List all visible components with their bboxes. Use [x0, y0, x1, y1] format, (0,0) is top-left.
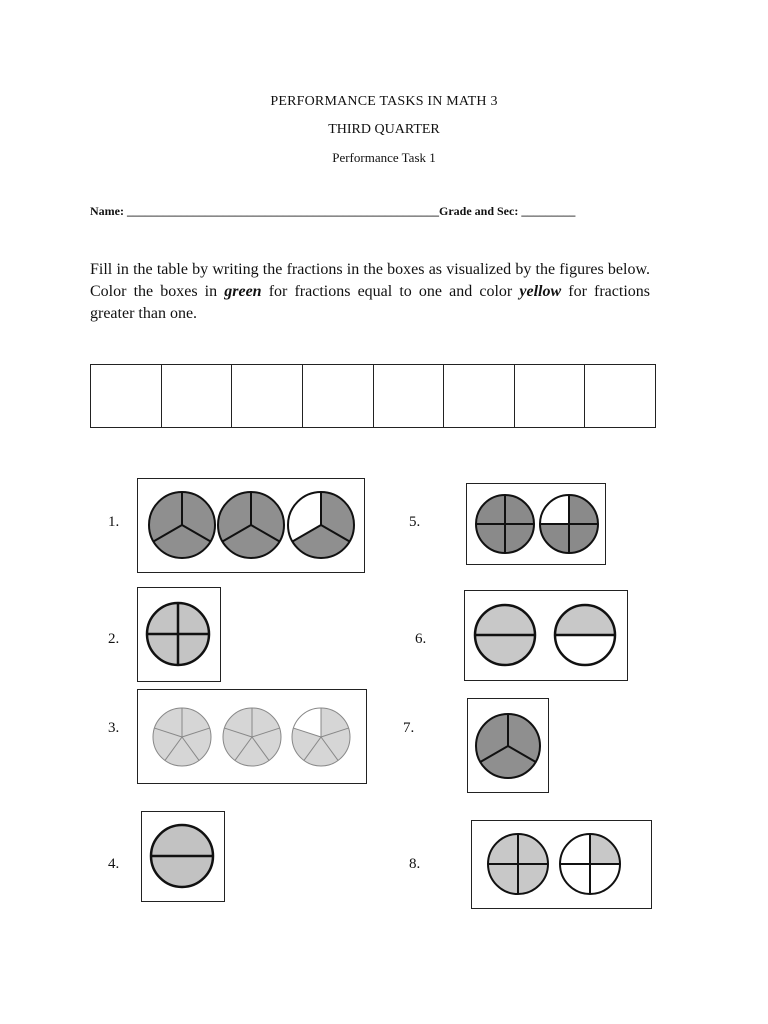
instructions-text-1: Fill in the table by writing the fractions in the boxes as visualized by the figures below. Color the boxes in [90, 261, 650, 300]
fraction-circle [153, 708, 211, 766]
name-field[interactable]: ____________________________________________________ [126, 204, 439, 218]
answer-box-8[interactable] [585, 365, 656, 428]
fraction-circle [488, 834, 548, 894]
figure-drawing [472, 821, 651, 908]
quarter-subtitle: THIRD QUARTER [328, 122, 440, 137]
fraction-circle [476, 714, 540, 778]
fraction-piece [475, 605, 535, 635]
fraction-circle [555, 605, 615, 665]
figure-2-number: 2. [108, 631, 120, 647]
fraction-circle [218, 492, 284, 558]
fraction-piece [151, 825, 213, 856]
fraction-piece [475, 635, 535, 665]
figure-8-fourths [471, 820, 652, 909]
figure-drawing [467, 484, 605, 564]
fraction-piece [555, 635, 615, 665]
fraction-circle [292, 708, 350, 766]
answer-box-3[interactable] [232, 365, 303, 428]
fraction-piece [555, 605, 615, 635]
figure-3-fifths [137, 689, 367, 784]
figure-drawing [138, 479, 364, 572]
answer-box-7[interactable] [514, 365, 585, 428]
fraction-circle [288, 492, 354, 558]
figure-8-number: 8. [409, 856, 421, 872]
answer-box-4[interactable] [302, 365, 373, 428]
instructions [90, 259, 650, 325]
figure-6-halves [464, 590, 628, 681]
figure-drawing [142, 812, 224, 901]
figure-1-number: 1. [108, 514, 120, 530]
answer-box-2[interactable] [161, 365, 232, 428]
fraction-circle [147, 603, 209, 665]
figure-drawing [138, 588, 220, 681]
answer-box-1[interactable] [91, 365, 162, 428]
figure-1-thirds [137, 478, 365, 573]
name-grade-line [90, 204, 575, 219]
fraction-circle [540, 495, 598, 553]
answer-table [90, 364, 656, 428]
figure-3-number: 3. [108, 720, 120, 736]
figure-drawing [468, 699, 548, 792]
figure-4-number: 4. [108, 856, 120, 872]
fraction-circle [223, 708, 281, 766]
fraction-circle [149, 492, 215, 558]
grade-field[interactable]: _________ [521, 204, 576, 218]
figure-6-number: 6. [415, 631, 427, 647]
answer-box-5[interactable] [373, 365, 444, 428]
figure-5-number: 5. [409, 514, 421, 530]
task-heading: Performance Task 1 [332, 150, 436, 165]
fraction-circle [151, 825, 213, 887]
figure-2-fourths [137, 587, 221, 682]
figure-7-number: 7. [403, 720, 415, 736]
instructions-text-3: for fractions greater than one. [90, 283, 650, 322]
name-label: Name: [90, 204, 124, 218]
figure-drawing [465, 591, 627, 680]
instructions-text-2: for fractions equal to one and color [261, 283, 520, 300]
yellow-word: yellow [519, 283, 562, 300]
figure-drawing [138, 690, 366, 783]
green-word: green [224, 283, 262, 300]
fraction-circle [475, 605, 535, 665]
fraction-circle [560, 834, 620, 894]
page-title: PERFORMANCE TASKS IN MATH 3 [270, 94, 498, 109]
grade-label: Grade and Sec: [438, 204, 519, 218]
fraction-circle [476, 495, 534, 553]
fraction-piece [151, 856, 213, 887]
answer-box-6[interactable] [444, 365, 515, 428]
figure-7-thirds [467, 698, 549, 793]
figure-4-halves [141, 811, 225, 902]
figure-5-fourths [466, 483, 606, 565]
